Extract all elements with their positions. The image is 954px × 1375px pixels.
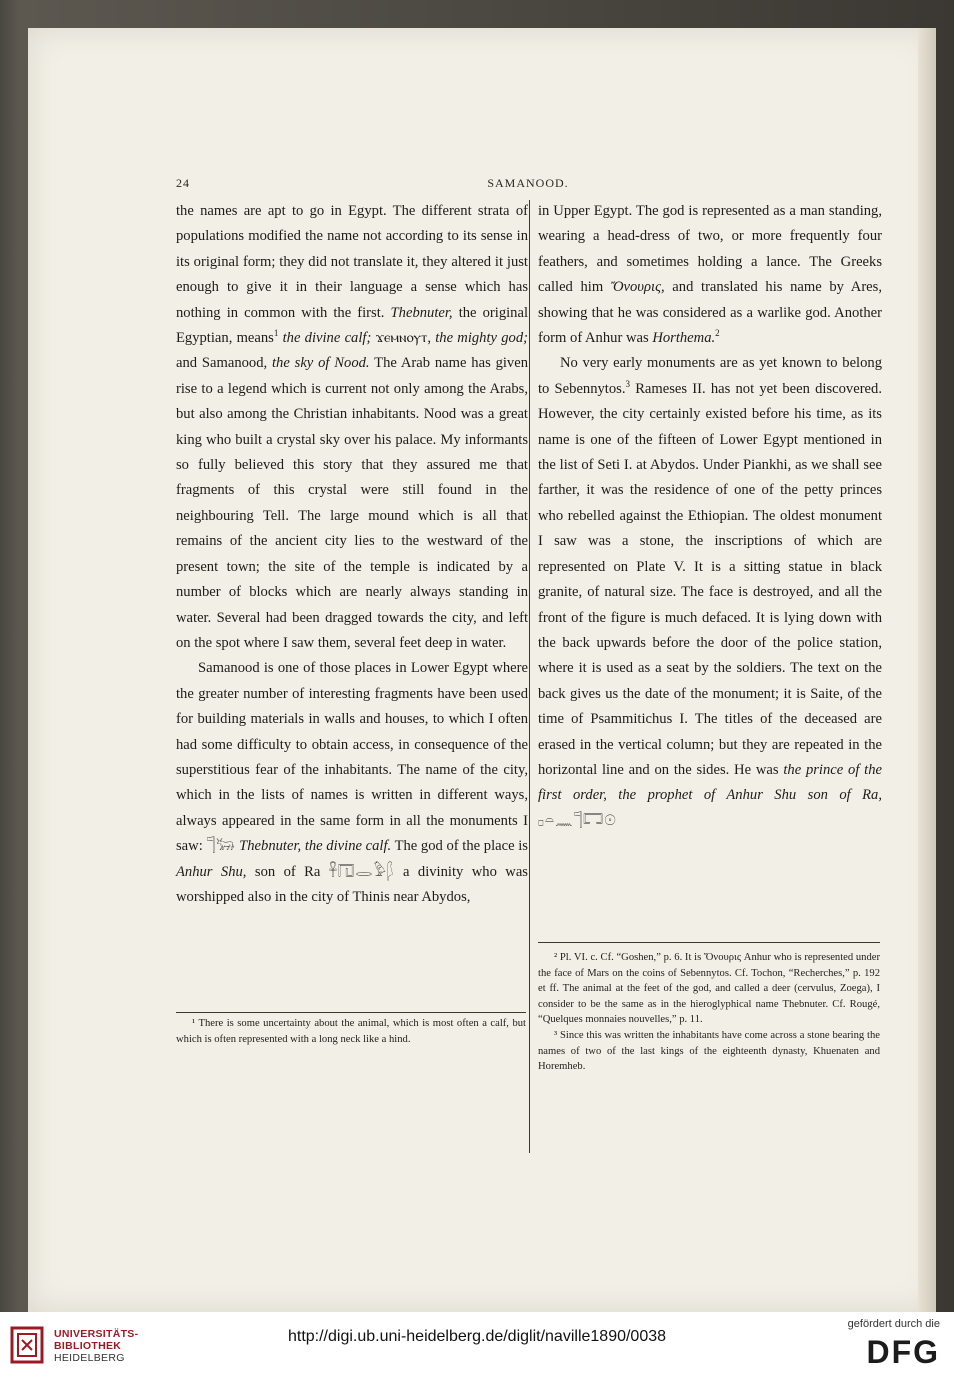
- hieroglyph-group: 𓋹𓉔𓂋𓅱𓆄: [328, 863, 395, 880]
- italic-run: Anhur Shu,: [176, 863, 247, 880]
- left-paragraph-1: [176, 199, 528, 656]
- page-edge: [918, 28, 936, 1312]
- footnote-rule-left: [176, 1012, 526, 1013]
- italic-run: Horthema.: [652, 330, 716, 347]
- hieroglyph-group: 𓊪𓏏𓈖𓊹𓉐𓇳: [538, 812, 617, 829]
- italic-run: the prince of the first order, the prophet of Anhur Shu son of Ra,: [538, 761, 882, 804]
- running-head: [176, 176, 880, 194]
- running-title: SAMANOOD.: [487, 176, 569, 190]
- funding-label: gefördert durch die: [847, 1318, 940, 1330]
- text-run: The Arab name has given rise to a legend which is current not only among the Arabs, but also among the Christian inhabitants. Nood was a great king who built a crystal sky over his palace. My informants so fully believed this story that they assured me that fragments of this crystal were still found in the neighbouring Tell. The large mound which is all that remains of the ancient city lies to the westward of the present town; the site of the temple is indicated by a number of blocks which are nearly always standing in water. Several had been dragged towards the city, and left on the spot where I saw them, several feet deep in water.: [176, 355, 528, 651]
- text-run: and translated his name by Ares, showing that he was considered as a warlike god. Another form of Anhur was: [538, 279, 882, 347]
- footnote-ref: 3: [625, 378, 630, 389]
- permalink-url[interactable]: http://digi.ub.uni-heidelberg.de/diglit/naville1890/0038: [287, 1328, 667, 1345]
- footnote-rule-right: [538, 942, 880, 943]
- coptic-word: ϫⲉⲙⲛⲟⲩⲧ,: [375, 330, 431, 347]
- text-run: the original Egyptian, means: [176, 304, 529, 347]
- footnote-ref: 1: [273, 328, 279, 339]
- greek-word: Ὄνουρις,: [610, 279, 665, 296]
- italic-run: the mighty god;: [435, 330, 528, 347]
- right-paragraph-1: [538, 199, 882, 351]
- italic-run: the divine calf;: [282, 330, 372, 347]
- left-paragraph-2: [176, 656, 528, 910]
- dfg-logo: DFG: [866, 1334, 940, 1370]
- right-paragraph-2: [538, 351, 882, 834]
- footnote-right: [538, 950, 880, 1075]
- hieroglyph-group: 𓊹𓃒: [206, 838, 236, 855]
- text-run: No very early monuments are as yet known to belong to Sebennytos.: [538, 355, 882, 397]
- text-run: son of Ra: [254, 863, 321, 880]
- italic-run: Thebnuter,: [390, 304, 453, 321]
- italic-run: the sky of Nood.: [272, 355, 370, 372]
- footnote-ref: 2: [715, 328, 720, 339]
- text-run: a divinity who was worshipped also in the city of Thinis near Abydos,: [176, 863, 528, 905]
- text-run: in Upper Egypt. The god is represented as a man standing, wearing a head-dress of two, or more frequently four feathers, and sometimes holding a lance. The Greeks called him: [538, 203, 882, 296]
- text-run: Samanood is one of those places in Lower Egypt where the greater number of interesting fragments have been used for building materials in walls and houses, to which I often had some difficulty to obtain access, in consequence of the superstitious fear of the inhabitants. The name of the city, which in the lists of names is written in different ways, always appeared in the same form in all the monuments I saw:: [176, 660, 528, 855]
- library-name-line: HEIDELBERG: [54, 1352, 125, 1364]
- footnote-1: ¹ There is some uncertainty about the animal, which is most often a calf, but which is often represented with a long neck like a hind.: [176, 1018, 526, 1045]
- column-divider: [529, 200, 530, 1153]
- right-column: [538, 199, 882, 834]
- footnote-3: ³ Since this was written the inhabitants have come across a stone bearing the names of two of the last kings of the eighteenth dynasty, Khuenaten and Horemheb.: [538, 1029, 880, 1073]
- italic-run: Thebnuter, the divine calf.: [239, 838, 392, 855]
- viewer-footer: [0, 1312, 954, 1375]
- left-column: [176, 199, 528, 910]
- footnote-2: ² Pl. VI. c. Cf. “Goshen,” p. 6. It is Ὄνουρις Anhur who is represented under the face of Mars on the coins of Sebennytos. Cf. Tochon, “Recherches,” p. 192 et ff. The animal at the feet of the god, and called a deer (cervulus, Zoega), I consider to be the same as in the hieroglyphical name Thebnuter. Cf. Rougé, “Quelques monnaies nouvelles,” p. 11.: [538, 952, 880, 1026]
- library-name-line: UNIVERSITÄTS-: [54, 1328, 139, 1340]
- library-name-line: BIBLIOTHEK: [54, 1340, 122, 1352]
- text-run: Rameses II. has not yet been discovered. However, the city certainly existed before his time, as its name is one of the fifteen of Lower Egypt mentioned in the list of Seti I. at Abydos. Under Piankhi, as we shall see farther, it was the residence of one of the petty princes who rebelled against the Ethiopian. The oldest monument I saw was a stone, the inscriptions of which are represented on Plate V. It is a sitting statue in black granite, of natural size. The face is destroyed, and all the front of the figure is much defaced. It is lying down with the back upwards before the door of the police station, where it is used as a seat by the soldiers. The text on the back gives us the date of the monument; it is Saite, of the time of Psammitichus I. The titles of the deceased are erased in the vertical column; but they are repeated in the horizontal line and on the sides. He was: [538, 380, 882, 778]
- footnote-left: [176, 1016, 526, 1047]
- text-run: the names are apt to go in Egypt. The different strata of populations modified the name not according to its sense in its original form; they did not translate it, they altered it just enough to give it in their language a sense which has nothing in common with the first.: [176, 203, 528, 321]
- text-run: and Samanood,: [176, 355, 268, 372]
- page-number: 24: [176, 176, 190, 190]
- text-run: The god of the place is: [394, 838, 528, 855]
